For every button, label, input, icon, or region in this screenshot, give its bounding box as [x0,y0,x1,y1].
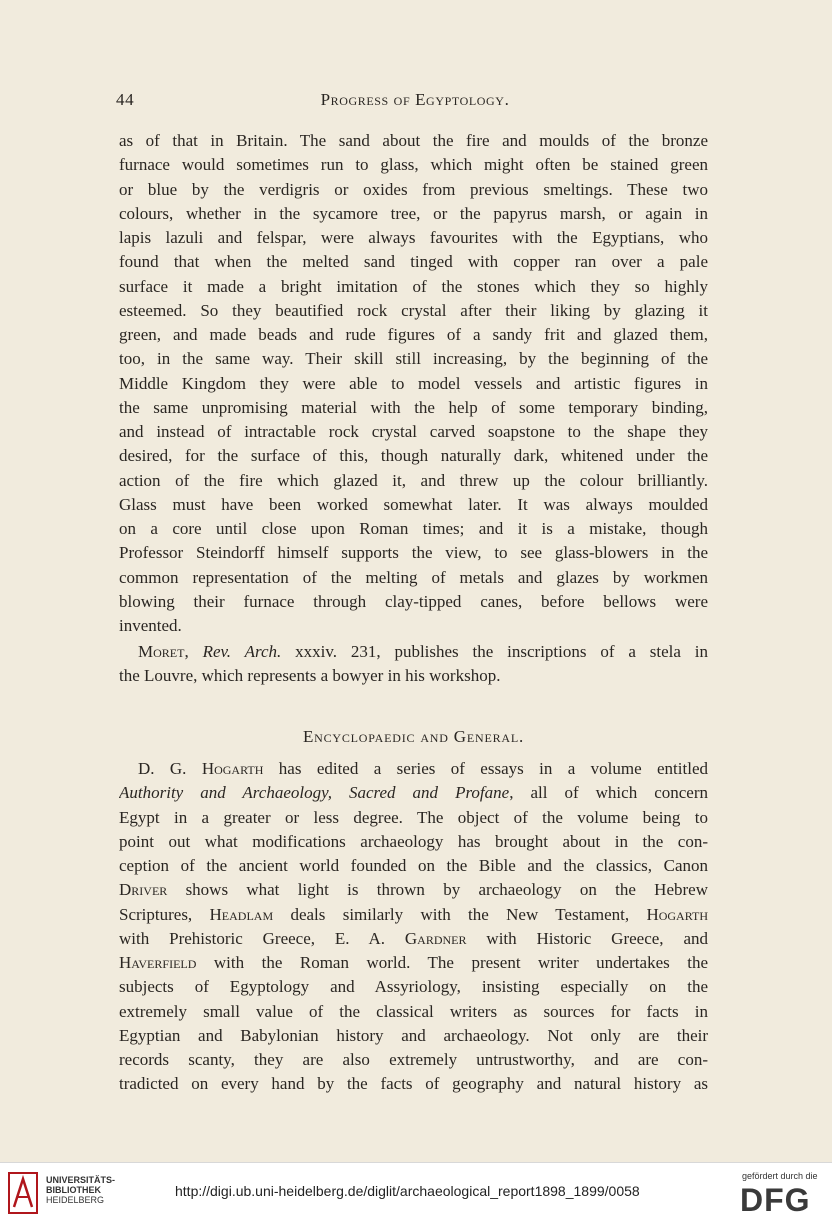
text-line: too, in the same way. Their skill still increasing, by the beginning of the [119,349,708,369]
viewer-footer [0,1162,832,1225]
text-line: the same unpromising material with the help of some temporary binding, [119,397,708,417]
dfg-logo[interactable]: DFG [740,1182,811,1218]
text-line: surface it made a bright imitation of the stones which they so highly [119,276,708,296]
paragraph-hogarth [119,757,708,1097]
text-line: the Louvre, which represents a bowyer in his workshop. [119,666,501,686]
text-line: green, and made beads and rude figures of a sandy frit and glazed them, [119,325,708,344]
author-name: Gardner [404,928,467,948]
text-line: blowing their furnace through clay-tipped canes, before bellows were [119,591,708,611]
text-line: invented. [119,616,182,635]
paragraph-moret [119,640,708,689]
author-name: Hogarth [646,904,708,924]
text-line: ception of the ancient world founded on the Bible and the classics, Canon [119,856,708,875]
text-line: on a core until close upon Roman times; and it is a mistake, though [119,519,708,538]
text-line: Egyptian and Babylonian history and archaeology. Not only are their [119,1025,708,1045]
text-line: point out what modifications archaeology has brought about in the con- [119,831,708,851]
text-line: D. G. Hogarth has edited a series of essays in a volume entitled [138,759,708,778]
text-line: Middle Kingdom they were able to model vessels and artistic figures in [119,373,708,393]
text-line: and instead of intractable rock crystal carved soapstone to the shape they [119,422,708,441]
text-line: esteemed. So they beautified rock crystal after their liking by glazing it [119,300,708,320]
text-line: Glass must have been worked somewhat later. It was always moulded [119,494,708,514]
author-name: Haverfield [119,953,197,972]
paragraph-glass [119,129,708,638]
text-line: common representation of the melting of metals and glazes by workmen [119,567,708,587]
text-line: furnace would sometimes run to glass, which might often be stained green [119,155,708,175]
author-name: Moret, [138,642,189,661]
permalink-url[interactable]: http://digi.ub.uni-heidelberg.de/diglit/archaeological_report1898_1899/0058 [175,1183,640,1199]
book-title: Authority and Archaeology, Sacred and Profane [119,783,510,803]
university-seal-icon[interactable] [8,1171,38,1215]
text-line: extremely small value of the classical writers as sources for facts in [119,1001,708,1021]
text-line: desired, for the surface of this, though naturally dark, whitened under the [119,446,708,466]
author-name: Hogarth [201,759,264,778]
journal-title: Rev. Arch. [202,642,282,661]
text-line: Driver shows what light is thrown by archaeology on the Hebrew [119,880,708,900]
text-line: Scriptures, Headlam deals similarly with the New Testament, Hogarth [119,904,708,924]
library-name: UNIVERSITÄTS- BIBLIOTHEK HEIDELBERG [46,1175,116,1205]
author-name: Driver [119,880,168,900]
text-line: Moret, Rev. Arch. xxxiv. 231, publishes the inscriptions of a stela in [138,642,708,661]
running-head [116,90,708,116]
running-title: Progress of Egyptology. [320,90,510,109]
text-line: Haverfield with the Roman world. The present writer undertakes the [119,953,708,972]
section-heading: Encyclopaedic and General. [302,727,525,746]
text-line: Egypt in a greater or less degree. The object of the volume being to [119,807,708,827]
text-line: with Prehistoric Greece, E. A. Gardner with Historic Greece, and [119,928,708,948]
text-line: found that when the melted sand tinged with copper ran over a pale [119,252,708,272]
text-line: records scanty, they are also extremely untrustworthy, and are con- [119,1050,708,1069]
page-number: 44 [116,90,135,109]
text-line: lapis lazuli and felspar, were always favourites with the Egyptians, who [119,228,708,247]
funder-label: gefördert durch die [742,1171,818,1181]
author-name: Headlam [209,904,274,924]
text-line: as of that in Britain. The sand about the fire and moulds of the bronze [119,131,708,150]
text-line: subjects of Egyptology and Assyriology, insisting especially on the [119,977,708,997]
text-line: action of the fire which glazed it, and threw up the colour brilliantly. [119,470,708,490]
text-line: colours, whether in the sycamore tree, or the papyrus marsh, or again in [119,203,708,223]
text-line: or blue by the verdigris or oxides from previous smeltings. These two [119,179,708,199]
text-line: Professor Steindorff himself supports the view, to see glass-blowers in the [119,543,708,563]
text-line: tradicted on every hand by the facts of geography and natural history as [119,1074,708,1094]
text-line: Authority and Archaeology, Sacred and Profane, all of which concern [119,783,708,803]
